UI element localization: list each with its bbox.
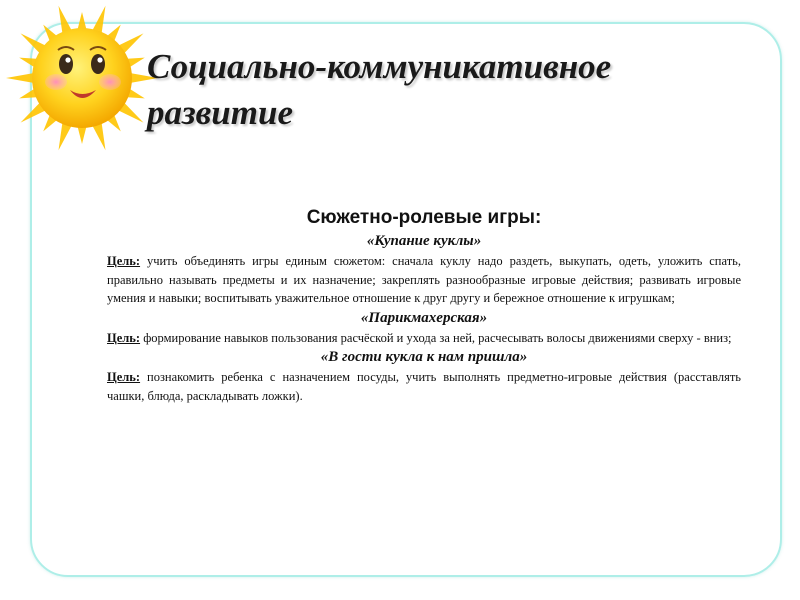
slide-title-line2: развитие [147, 93, 293, 132]
game-goal [107, 252, 741, 308]
goal-text: формирование навыков пользования расчёской и ухода за ней, расчесывать волосы движениями сверху - вниз; [140, 330, 732, 345]
game-title: «Купание куклы» [366, 233, 482, 249]
goal-label: Цель: [107, 254, 141, 268]
goal-label: Цель: [107, 330, 141, 345]
game-goal [107, 329, 741, 348]
goal-text: учить объединять игры единым сюжетом: сначала куклу надо раздеть, выкупать, одеть, уложить спать, правильно называть предметы и их назначение; закреплять разнообразные игровые действия; развивать игровые умения и навыки; воспитывать уважительное отношение к друг другу и бережное отношение к игрушкам; [107, 254, 741, 305]
goal-text: познакомить ребенка с назначением посуды, учить выполнять предметно-игровые действия (расставлять чашки, блюда, раскладывать ложки). [107, 370, 741, 403]
section-heading: Сюжетно-ролевые игры: [306, 207, 542, 228]
game-title: «Парикмахерская» [360, 309, 488, 326]
smiling-sun-icon [0, 0, 170, 160]
game-title: «В гости кукла к нам пришла» [320, 349, 528, 365]
slide-title-line1: Социально-коммуникативное [147, 47, 612, 86]
slide-title [147, 44, 611, 136]
goal-label: Цель: [107, 370, 141, 384]
game-goal [107, 368, 741, 405]
content-block [107, 205, 741, 405]
